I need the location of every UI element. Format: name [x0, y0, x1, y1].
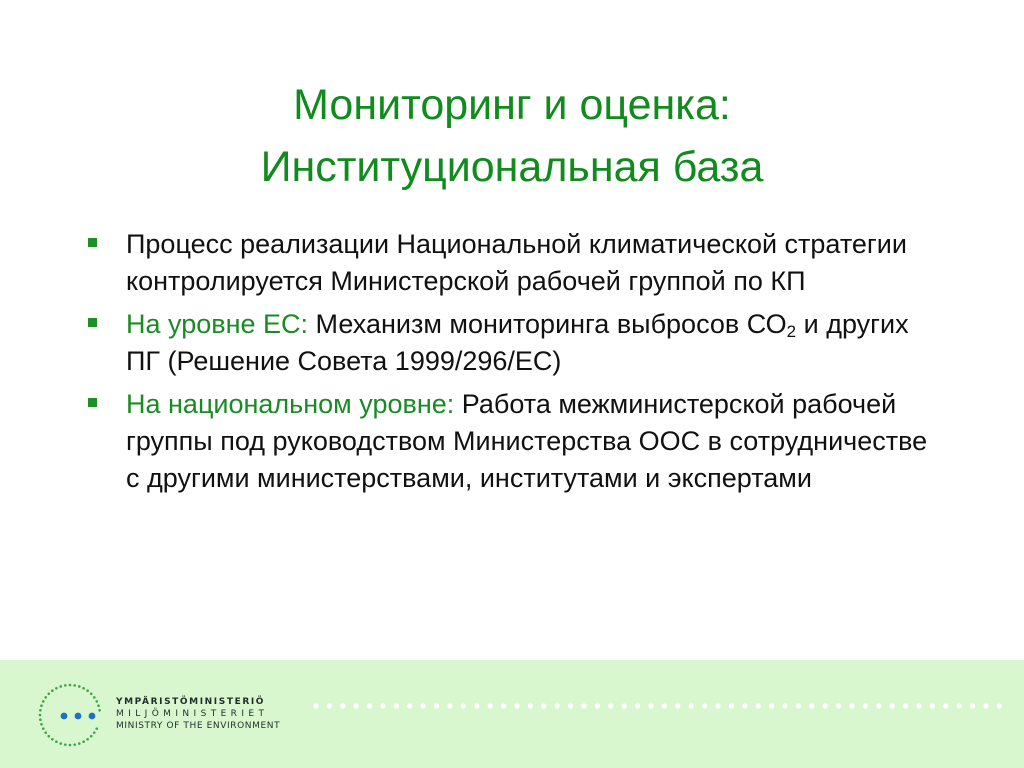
- bullet-text: Работа межминистерской рабочей группы под руководством Министерства ООС в сотрудничестве с другими министерствами, институтами и экспертами: [126, 389, 928, 493]
- ministry-name-sv: MILJÖMINISTERIET: [116, 709, 269, 719]
- title-line-2: Институциональная база: [260, 143, 764, 191]
- bullet-text: Механизм мониторинга выбросов СО: [315, 309, 787, 339]
- subscript: 2: [786, 322, 797, 341]
- bullet-text-cont: и других ПГ (Решение Совета 1999/296/ЕС): [126, 309, 909, 376]
- bullet-item: [86, 226, 946, 300]
- bullet-text: Процесс реализации Национальной климатической стратегии контролируется Министерской рабочей группой по КП: [126, 229, 907, 296]
- slide-title: [0, 74, 1024, 198]
- footer-band: [0, 660, 1024, 768]
- bullet-item: [86, 386, 946, 497]
- square-bullet-icon: [88, 318, 97, 327]
- dotted-line-decoration: [312, 702, 1012, 710]
- bullet-lead: На национальном уровне:: [126, 389, 462, 419]
- ministry-name-fi: YMPÄRISTÖMINISTERIÖ: [116, 697, 266, 707]
- bullet-item: [86, 306, 946, 380]
- square-bullet-icon: [88, 238, 97, 247]
- ministry-name: [116, 696, 280, 732]
- bullet-lead: На уровне ЕС:: [126, 309, 316, 339]
- square-bullet-icon: [88, 398, 97, 407]
- ministry-logo-icon: [36, 680, 106, 750]
- ministry-name-en: MINISTRY OF THE ENVIRONMENT: [116, 721, 281, 731]
- bullet-list: [86, 226, 946, 503]
- title-line-1: Мониторинг и оценка:: [293, 81, 731, 129]
